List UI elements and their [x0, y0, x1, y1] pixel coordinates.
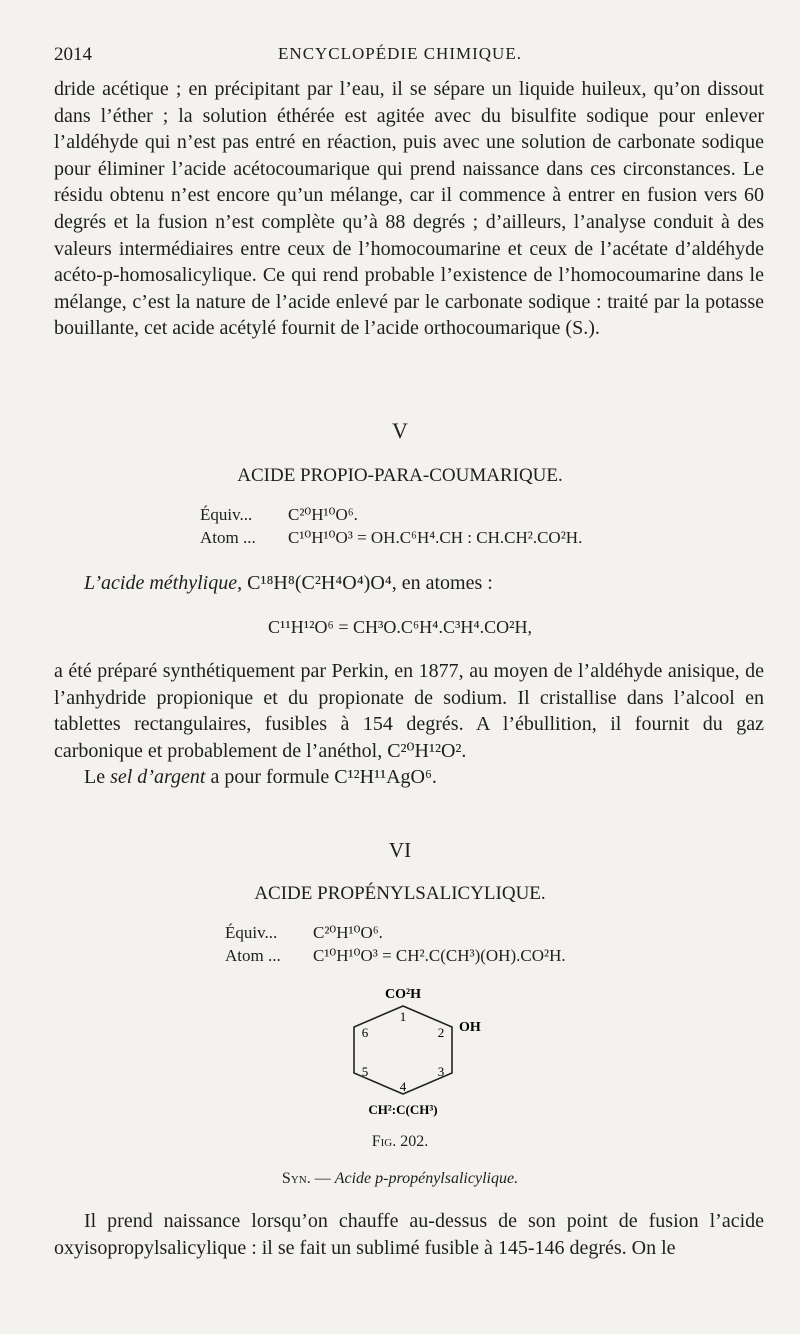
- equiv-label: Équiv...: [225, 923, 278, 942]
- position-4: 4: [399, 1079, 407, 1094]
- term-acide-methylique: L’acide méthylique,: [84, 572, 243, 594]
- paragraph-4-lead: Le: [84, 766, 111, 788]
- benzene-ring-figure: [320, 978, 500, 1128]
- term-sel-argent: sel d’argent: [110, 766, 206, 788]
- section-5-numeral: V: [392, 418, 408, 443]
- page-number: 2014: [54, 44, 92, 65]
- syn-label: Syn.: [281, 1170, 311, 1187]
- atom-formula: C¹⁰H¹⁰O³ = CH².C(CH³)(OH).CO²H.: [313, 946, 566, 965]
- section-5-equiv: [200, 505, 358, 525]
- position-2: 2: [437, 1025, 445, 1040]
- equiv-formula: C²⁰H¹⁰O⁶.: [288, 505, 358, 524]
- equiv-label: Équiv...: [200, 505, 253, 524]
- atom-label: Atom ...: [200, 528, 256, 547]
- equiv-formula: C²⁰H¹⁰O⁶.: [313, 923, 383, 942]
- atom-formula: C¹⁰H¹⁰O³ = OH.C⁶H⁴.CH : CH.CH².CO²H.: [288, 528, 583, 547]
- synonym-line: [0, 1170, 800, 1188]
- group-oh: OH: [459, 1020, 481, 1035]
- paragraph-2: [54, 570, 764, 597]
- atom-label: Atom ...: [225, 946, 281, 965]
- section-6-atom: [225, 946, 566, 966]
- group-co2h: CO²H: [384, 987, 422, 1002]
- paragraph-5: Il prend naissance lorsqu’on chauffe au-dessus de son point de fusion l’acide oxyisopropylsalicylique : il se fait un sublimé fusible à 145-146 degrés. On le: [54, 1210, 764, 1259]
- position-6: 6: [361, 1025, 369, 1040]
- syn-dash: —: [310, 1170, 335, 1187]
- section-6-equiv: [225, 923, 383, 943]
- group-ch2-c-ch3: CH²:C(CH³): [368, 1102, 438, 1117]
- paragraph-3: a été préparé synthétiquement par Perkin, en 1877, au moyen de l’aldéhyde anisique, de l’anhydride propionique et du propionate de sodium. Il cristallise dans l’alcool en tablettes rectangulaires, fusibles à 154 degrés. A l’ébullition, il fournit du gaz carbonique et probablement de l’anéthol, C²⁰H¹²O².: [54, 660, 764, 762]
- page-header: [54, 44, 746, 68]
- section-5-atom: [200, 528, 582, 548]
- paragraph-4: [54, 764, 764, 791]
- figure-caption: Fig. 202.: [371, 1133, 429, 1150]
- centered-formula: C¹¹H¹²O⁶ = CH³O.C⁶H⁴.C³H⁴.CO²H,: [267, 617, 533, 637]
- section-5-title: ACIDE PROPIO-PARA-COUMARIQUE.: [237, 465, 563, 486]
- position-5: 5: [361, 1064, 369, 1079]
- position-3: 3: [437, 1064, 445, 1079]
- paragraph-4-rest: a pour formule C¹²H¹¹AgO⁶.: [205, 766, 437, 788]
- section-6-numeral: VI: [388, 838, 412, 862]
- position-1: 1: [399, 1009, 407, 1024]
- section-6-title: ACIDE PROPÉNYLSALICYLIQUE.: [254, 883, 546, 904]
- paragraph-1: dride acétique ; en précipitant par l’eau, il se sépare un liquide huileux, qu’on dissout dans l’éther ; la solution éthérée est agitée avec du bisulfite sodique pour enlever l’aldéhyde qui n’est pas entré en réaction, puis avec une solution de carbonate sodique pour éliminer l’acide acétocoumarique qui prend naissance dans ces circonstances. Le résidu obtenu n’est encore qu’un mélange, car il commence à entrer en fusion vers 60 degrés et la fusion n’est complète qu’à 88 degrés ; d’ailleurs, l’analyse conduit à des valeurs intermédiaires entre ceux de l’homocoumarine et ceux de l’acétate d’aldéhyde acéto-p-homosalicylique. Ce qui rend probable l’existence de l’homocoumarine dans le mélange, c’est la nature de l’acide enlevé par le carbonate sodique : traité par la potasse bouillante, cet acide acétylé fournit de l’acide orthocoumarique (S.).: [54, 78, 764, 340]
- paragraph-2-rest: C¹⁸H⁸(C²H⁴O⁴)O⁴, en atomes :: [242, 572, 493, 594]
- running-title: ENCYCLOPÉDIE CHIMIQUE.: [278, 44, 522, 63]
- syn-name: Acide p-propénylsalicylique.: [334, 1170, 519, 1187]
